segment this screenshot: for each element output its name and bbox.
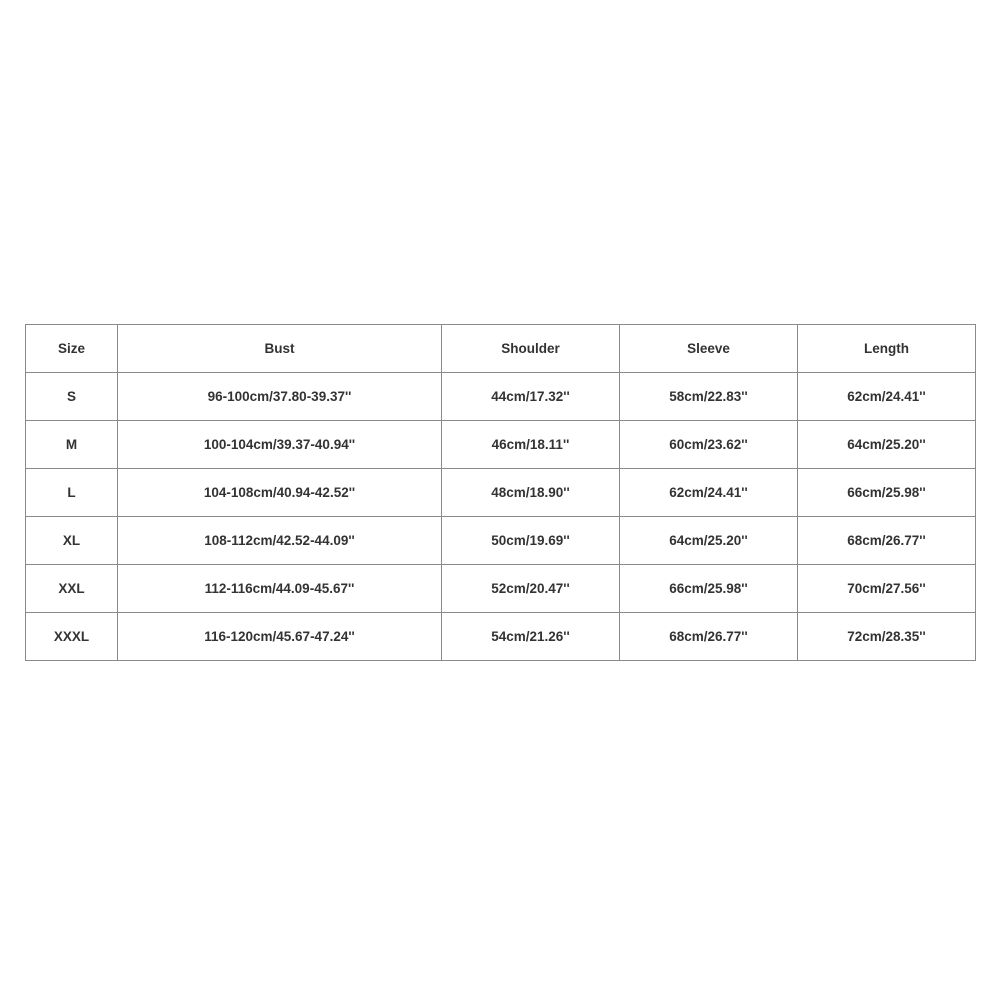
cell-length: 64cm/25.20'' [798, 421, 976, 469]
cell-bust: 104-108cm/40.94-42.52'' [118, 469, 442, 517]
cell-length: 70cm/27.56'' [798, 565, 976, 613]
table-row [26, 469, 976, 517]
header-bust: Bust [118, 325, 442, 373]
cell-size: M [26, 421, 118, 469]
cell-shoulder: 48cm/18.90'' [442, 469, 620, 517]
cell-bust: 96-100cm/37.80-39.37'' [118, 373, 442, 421]
cell-size: XXXL [26, 613, 118, 661]
table-header-row [26, 325, 976, 373]
cell-shoulder: 44cm/17.32'' [442, 373, 620, 421]
header-shoulder: Shoulder [442, 325, 620, 373]
cell-size: L [26, 469, 118, 517]
table-row [26, 421, 976, 469]
header-length: Length [798, 325, 976, 373]
cell-length: 68cm/26.77'' [798, 517, 976, 565]
cell-shoulder: 46cm/18.11'' [442, 421, 620, 469]
cell-length: 62cm/24.41'' [798, 373, 976, 421]
size-chart-table [25, 324, 976, 661]
header-sleeve: Sleeve [620, 325, 798, 373]
cell-length: 66cm/25.98'' [798, 469, 976, 517]
cell-size: S [26, 373, 118, 421]
table-row [26, 613, 976, 661]
cell-size: XL [26, 517, 118, 565]
cell-shoulder: 54cm/21.26'' [442, 613, 620, 661]
cell-sleeve: 58cm/22.83'' [620, 373, 798, 421]
cell-sleeve: 60cm/23.62'' [620, 421, 798, 469]
cell-bust: 108-112cm/42.52-44.09'' [118, 517, 442, 565]
cell-shoulder: 50cm/19.69'' [442, 517, 620, 565]
table-row [26, 373, 976, 421]
cell-shoulder: 52cm/20.47'' [442, 565, 620, 613]
cell-length: 72cm/28.35'' [798, 613, 976, 661]
cell-size: XXL [26, 565, 118, 613]
table-row [26, 517, 976, 565]
cell-sleeve: 66cm/25.98'' [620, 565, 798, 613]
cell-bust: 100-104cm/39.37-40.94'' [118, 421, 442, 469]
cell-bust: 116-120cm/45.67-47.24'' [118, 613, 442, 661]
header-size: Size [26, 325, 118, 373]
cell-bust: 112-116cm/44.09-45.67'' [118, 565, 442, 613]
cell-sleeve: 68cm/26.77'' [620, 613, 798, 661]
cell-sleeve: 64cm/25.20'' [620, 517, 798, 565]
cell-sleeve: 62cm/24.41'' [620, 469, 798, 517]
table-row [26, 565, 976, 613]
